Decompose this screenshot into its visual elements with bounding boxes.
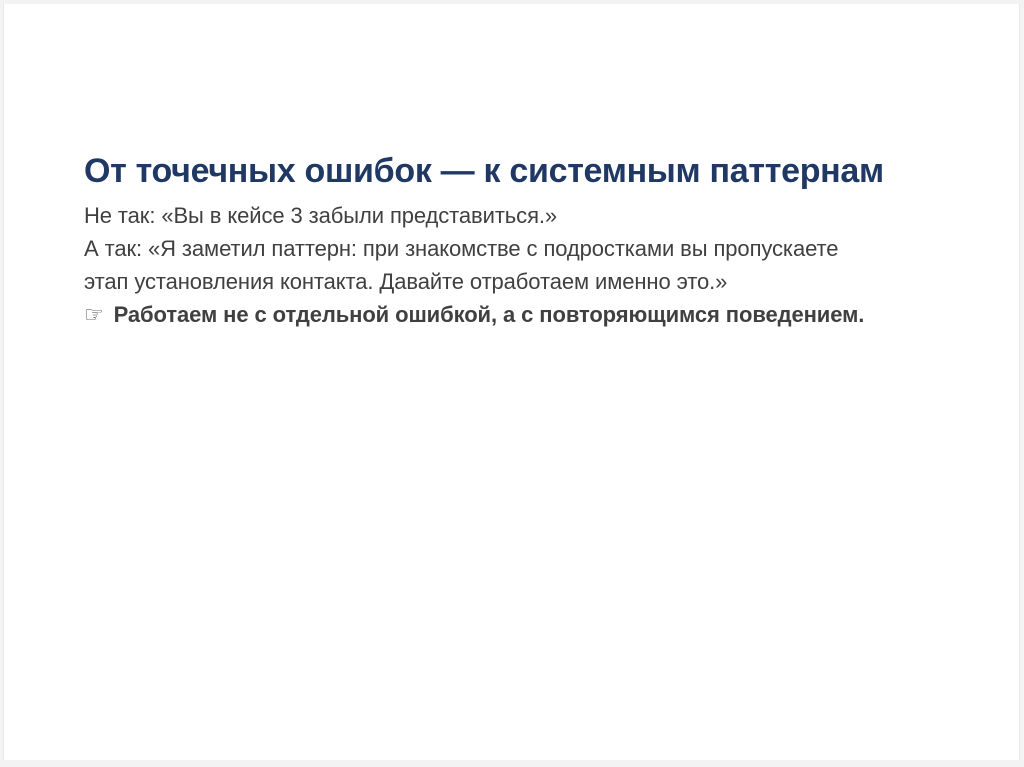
takeaway-text: Работаем не с отдельной ошибкой, а с повторяющимся поведением. (113, 302, 865, 327)
pointing-hand-icon: ☞ (84, 302, 104, 327)
right-example: А так: «Я заметил паттерн: при знакомстве с подростками вы пропускаете этап установления контакта. Давайте отработаем именно это.» (84, 236, 839, 294)
wrong-example: Не так: «Вы в кейсе 3 забыли представиться.» (84, 203, 558, 228)
slide (3, 4, 1020, 760)
takeaway (84, 298, 884, 331)
slide-content (84, 147, 884, 331)
slide-title: От точечных ошибок — к системным паттернам (84, 152, 884, 190)
slide-body (84, 199, 884, 331)
